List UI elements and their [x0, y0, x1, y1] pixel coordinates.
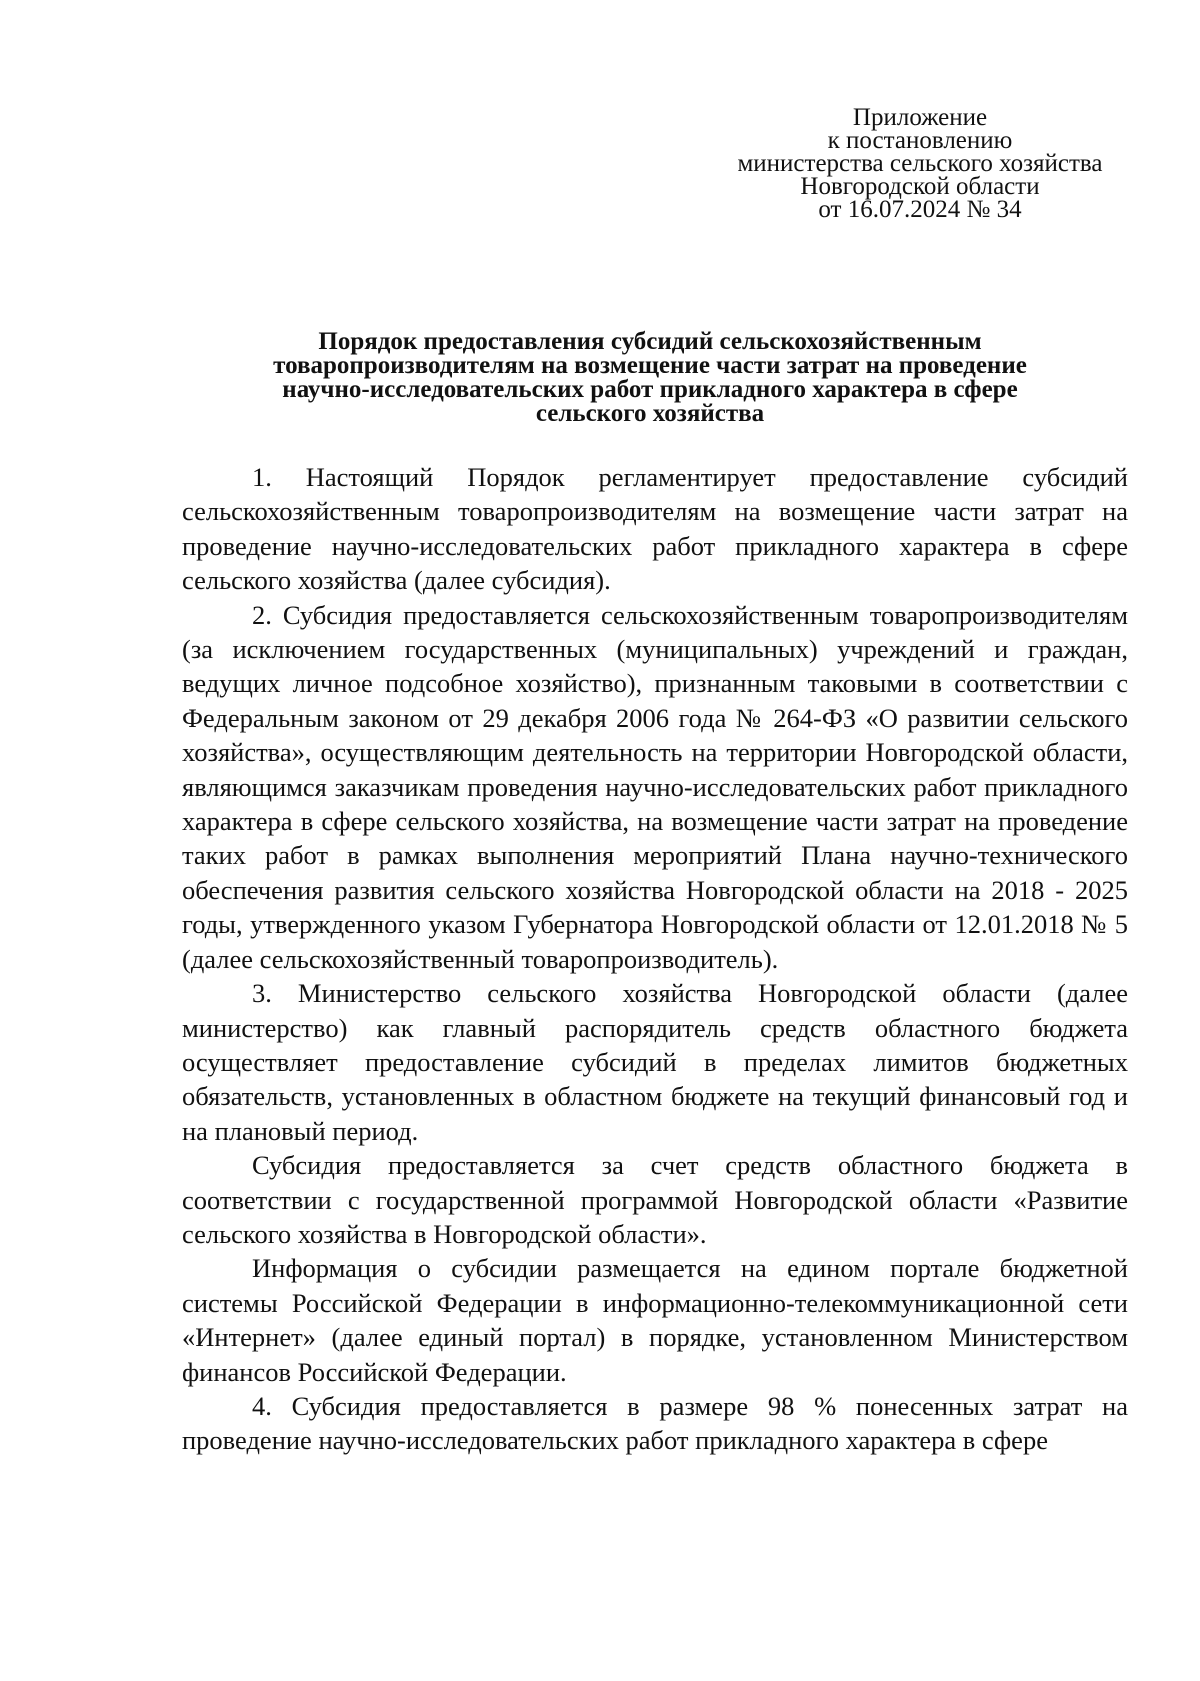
paragraph-2: 2. Субсидия предоставляется сельскохозяйственным товаропроизводителям (за исключением государственных (муниципальных) учреждений и граждан, ведущих личное подсобное хозяйство), признанным таковыми в соответствии с Федеральным законом от 29 декабря 2006 года № 264-ФЗ «О развитии сельского хозяйства», осуществляющим деятельность на территории Новгородской области, являющимся заказчикам проведения научно-исследовательских работ прикладного характера в сфере сельского хозяйства, на возмещение части затрат на проведение таких работ в рамках выполнения мероприятий Плана научно-технического обеспечения развития сельского хозяйства Новгородской области на 2018 - 2025 годы, утвержденного указом Губернатора Новгородской области от 12.01.2018 № 5 (далее сельскохозяйственный товаропроизводитель). — [182, 599, 1128, 974]
document-title — [220, 330, 1080, 426]
title-line-3: научно-исследовательских работ прикладного характера в сфере — [282, 376, 1018, 403]
title-line-2: товаропроизводителям на возмещение части затрат на проведение — [273, 352, 1027, 379]
paragraph-3: 3. Министерство сельского хозяйства Новгородской области (далее министерство) как главный распорядитель средств областного бюджета осуществляет предоставление субсидий в пределах лимитов бюджетных обязательств, установленных в областном бюджете на текущий финансовый год и на плановый период. — [182, 978, 1128, 1146]
title-line-4: сельского хозяйства — [535, 400, 765, 427]
attachment-line-5: от 16.07.2024 № 34 — [818, 196, 1022, 223]
attachment-header — [700, 106, 1140, 221]
paragraph-1: 1. Настоящий Порядок регламентирует предоставление субсидий сельскохозяйственным товаропроизводителям на возмещение части затрат на проведение научно-исследовательских работ прикладного характера в сфере сельского хозяйства (далее субсидия). — [182, 462, 1128, 596]
title-line-1: Порядок предоставления субсидий сельскохозяйственным — [318, 328, 982, 355]
paragraph-3-information: Информация о субсидии размещается на едином портале бюджетной системы Российской Федерации в информационно-телекоммуникационной сети «Интернет» (далее единый портал) в порядке, установленном Министерством финансов Российской Федерации. — [182, 1253, 1128, 1387]
paragraph-4: 4. Субсидия предоставляется в размере 98 % понесенных затрат на проведение научно-исследовательских работ прикладного характера в сфере — [182, 1390, 1128, 1456]
document-body — [182, 460, 1128, 1458]
attachment-line-2: к постановлению — [827, 127, 1013, 154]
attachment-line-1: Приложение — [852, 104, 988, 131]
attachment-line-3: министерства сельского хозяйства — [737, 150, 1103, 177]
paragraph-3-funding: Субсидия предоставляется за счет средств областного бюджета в соответствии с государственной программой Новгородской области «Развитие сельского хозяйства в Новгородской области». — [182, 1150, 1128, 1249]
attachment-line-4: Новгородской области — [800, 173, 1040, 200]
